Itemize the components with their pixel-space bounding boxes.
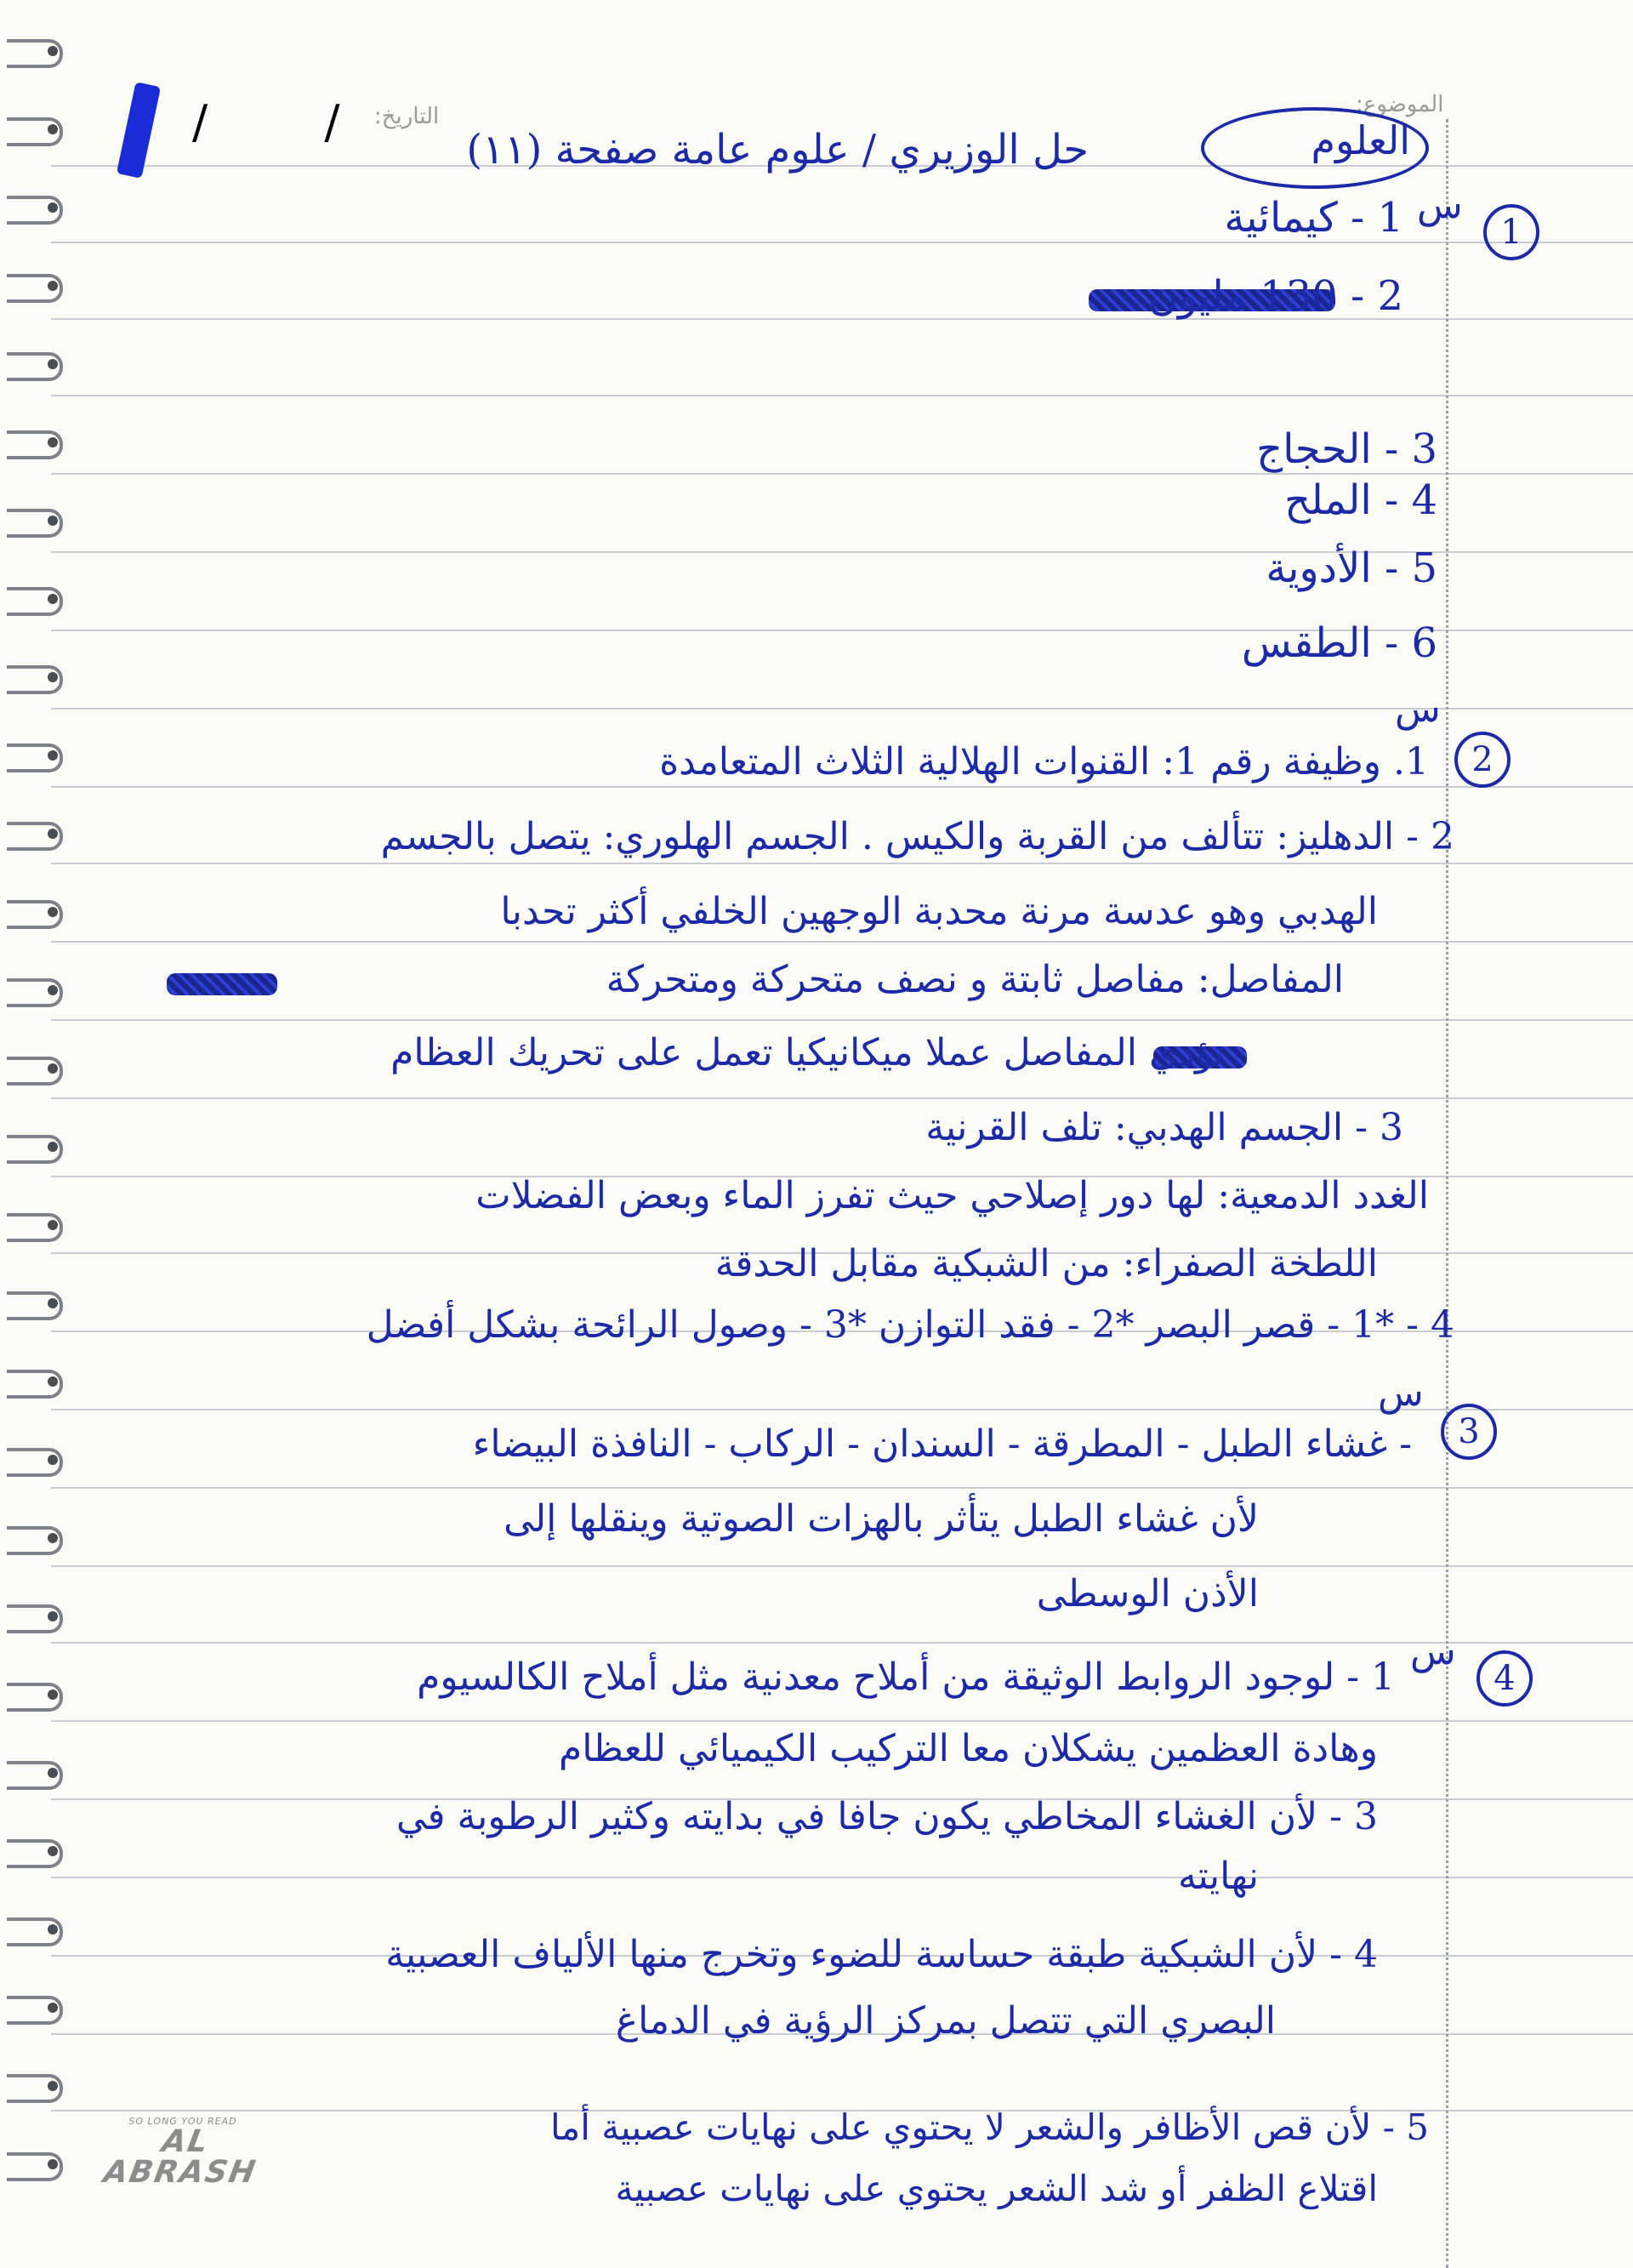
answer-line: 3 - الجسم الهدبي: تلف القرنية xyxy=(925,1106,1403,1149)
answer-line: لأن غشاء الطبل يتأثر بالهزات الصوتية وينقلها إلى xyxy=(504,1497,1259,1541)
answer-line: وهادة العظمين يشكلان معا التركيب الكيميائي للعظام xyxy=(559,1727,1378,1770)
subject-label: الموضوع: xyxy=(1356,92,1444,117)
answer-line: 4 - الملح xyxy=(1284,476,1437,524)
answer-line: البصري التي تتصل بمركز الرؤية في الدماغ xyxy=(615,1999,1276,2043)
answer-line: 3 - لأن الغشاء المخاطي يكون جافا في بدايته وكثير الرطوبة في xyxy=(395,1795,1378,1838)
answer-line: اللطخة الصفراء: من الشبكية مقابل الحدقة xyxy=(714,1242,1378,1285)
date-slashes: / / xyxy=(192,95,391,149)
date-label: التاريخ: xyxy=(374,104,440,129)
answer-line: 4 - *1 - قصر البصر *2 - فقد التوازن *3 - وصول الرائحة بشكل أفضل xyxy=(366,1303,1454,1347)
page-title: حل الوزيري / علوم عامة صفحة (١١) xyxy=(466,126,1089,174)
answer-line: المفاصل: مفاصل ثابتة و نصف متحركة ومتحركة xyxy=(606,958,1344,1001)
logo-tagline: SO LONG YOU READ xyxy=(128,2116,237,2127)
question-label: س xyxy=(1417,184,1463,227)
crossed-out-scribble xyxy=(167,973,277,995)
answer-line: - غشاء الطبل - المطرقة - السندان - الركاب - النافذة البيضاء xyxy=(472,1422,1412,1466)
logo-name: AL ABRASH xyxy=(100,2124,259,2190)
question-number: 1 xyxy=(1483,204,1539,260)
answer-line: 1 - كيمائية xyxy=(1224,194,1403,242)
answer-line: 1 - لوجود الروابط الوثيقة من أملاح معدنية مثل أملاح الكالسيوم xyxy=(417,1655,1395,1699)
answer-line: 3 - الحجاج xyxy=(1256,425,1437,473)
answer-line: تؤدي المفاصل عملا ميكانيكيا تعمل على تحريك العظام xyxy=(390,1031,1225,1074)
answer-line: اقتلاع الظفر أو شد الشعر يحتوي على نهايات عصبية xyxy=(615,2168,1378,2209)
answer-line: 4 - لأن الشبكية طبقة حساسة للضوء وتخرج منها الألياف العصبية xyxy=(385,1933,1378,1976)
question-number: 2 xyxy=(1454,732,1511,788)
answer-line: الهدبي وهو عدسة مرنة محدبة الوجهين الخلفي أكثر تحدبا xyxy=(500,890,1378,933)
answer-line: الأذن الوسطى xyxy=(1036,1572,1259,1616)
question-label: س xyxy=(1395,687,1441,731)
answer-line: 5 - لأن قص الأظافر والشعر لا يحتوي على نهايات عصبية أما xyxy=(549,2106,1429,2148)
answer-line: نهايته xyxy=(1177,1855,1259,1898)
answer-line: الغدد الدمعية: لها دور إصلاحي حيث تفرز الماء وبعض الفضلات xyxy=(475,1174,1429,1217)
answer-line: 2 - 130 مليون xyxy=(1147,272,1403,320)
question-number: 4 xyxy=(1477,1650,1533,1707)
answer-line: 2 - الدهليز: تتألف من القربة والكيس . الجسم الهلوري: يتصل بالجسم xyxy=(380,815,1454,858)
question-label: س xyxy=(1410,1630,1456,1673)
question-number: 3 xyxy=(1441,1404,1497,1460)
subject-value: العلوم xyxy=(1311,117,1410,163)
answer-line: 6 - الطقس xyxy=(1241,619,1437,667)
question-label: س xyxy=(1378,1371,1424,1415)
ink-mark xyxy=(117,82,161,179)
answer-line: 1. وظيفة رقم 1: القنوات الهلالية الثلاث المتعامدة xyxy=(659,740,1429,784)
answer-line: 5 - الأدوية xyxy=(1266,544,1437,592)
margin-line xyxy=(1446,119,1448,2268)
al-abrash-logo xyxy=(85,2116,281,2190)
